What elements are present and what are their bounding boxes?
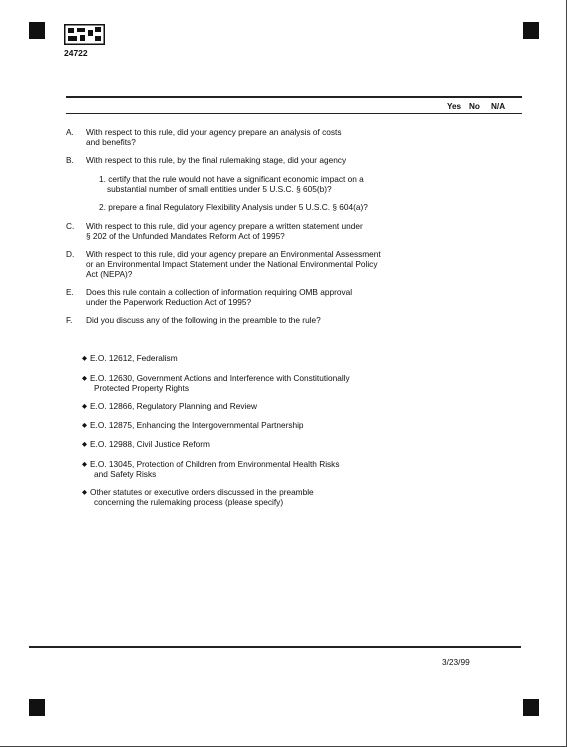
question-text: With respect to this rule, did your agency prepare an analysis of costs [86,127,342,137]
diamond-bullet-icon: ◆ [82,355,87,362]
registration-mark-bottom-left [29,699,45,716]
question-text: With respect to this rule, did your agency prepare an Environmental Assessment [86,249,381,259]
revision-date: 3/23/99 [442,657,470,667]
diamond-bullet-icon: ◆ [82,441,87,448]
question-text: and benefits? [86,137,136,147]
column-header-na: N/A [491,102,506,111]
column-header-yes: Yes [447,102,462,111]
question-letter: C. [66,221,75,231]
question-letter: E. [66,287,74,297]
question-text: Did you discuss any of the following in the preamble to the rule? [86,315,321,325]
diamond-bullet-icon: ◆ [82,461,87,468]
bullet-text: E.O. 12875, Enhancing the Intergovernmental Partnership [90,420,304,430]
bullet-text: E.O. 12988, Civil Justice Reform [90,439,210,449]
question-text: Act (NEPA)? [86,269,133,279]
header-top-rule [66,96,522,98]
question-letter: A. [66,127,74,137]
question-text: With respect to this rule, by the final rulemaking stage, did your agency [86,155,347,165]
diamond-bullet-icon: ◆ [82,375,87,382]
question-text: Does this rule contain a collection of information requiring OMB approval [86,287,353,297]
bullet-text: E.O. 12612, Federalism [90,353,178,363]
sub-item-2 [99,202,399,212]
bullet-text: concerning the rulemaking process (please specify) [94,497,284,507]
diamond-bullet-icon: ◆ [82,489,87,496]
diamond-bullet-icon: ◆ [82,422,87,429]
footer-rule [29,646,521,648]
sub-item-text: substantial number of small entities under 5 U.S.C. § 605(b)? [107,184,332,194]
form-logo [64,24,105,45]
question-text: With respect to this rule, did your agency prepare a written statement under [86,221,363,231]
sub-item-text: 2. prepare a final Regulatory Flexibility Analysis under 5 U.S.C. § 604(a)? [99,202,368,212]
bullet-text: E.O. 12866, Regulatory Planning and Review [90,401,257,411]
question-text: § 202 of the Unfunded Mandates Reform Act of 1995? [86,231,285,241]
registration-mark-top-right [523,22,539,39]
sub-item-1 [99,174,399,194]
bullet-text: Other statutes or executive orders discussed in the preamble [90,487,314,497]
registration-mark-bottom-right [523,699,539,716]
question-letter: F. [66,315,73,325]
question-letter: B. [66,155,74,165]
question-text: or an Environmental Impact Statement under the National Environmental Policy [86,259,378,269]
diamond-bullet-icon: ◆ [82,403,87,410]
column-header-no: No [469,102,480,111]
bullet-text: Protected Property Rights [94,383,189,393]
registration-mark-top-left [29,22,45,39]
form-number: 24722 [64,48,88,58]
question-text: under the Paperwork Reduction Act of 1995? [86,297,252,307]
bullet-text: and Safety Risks [94,469,157,479]
bullet-text: E.O. 12630, Government Actions and Interference with Constitutionally [90,373,350,383]
sub-item-text: 1. certify that the rule would not have a significant economic impact on a [99,174,364,184]
header-bottom-rule [66,113,522,114]
bullet-text: E.O. 13045, Protection of Children from Environmental Health Risks [90,459,340,469]
question-letter: D. [66,249,75,259]
